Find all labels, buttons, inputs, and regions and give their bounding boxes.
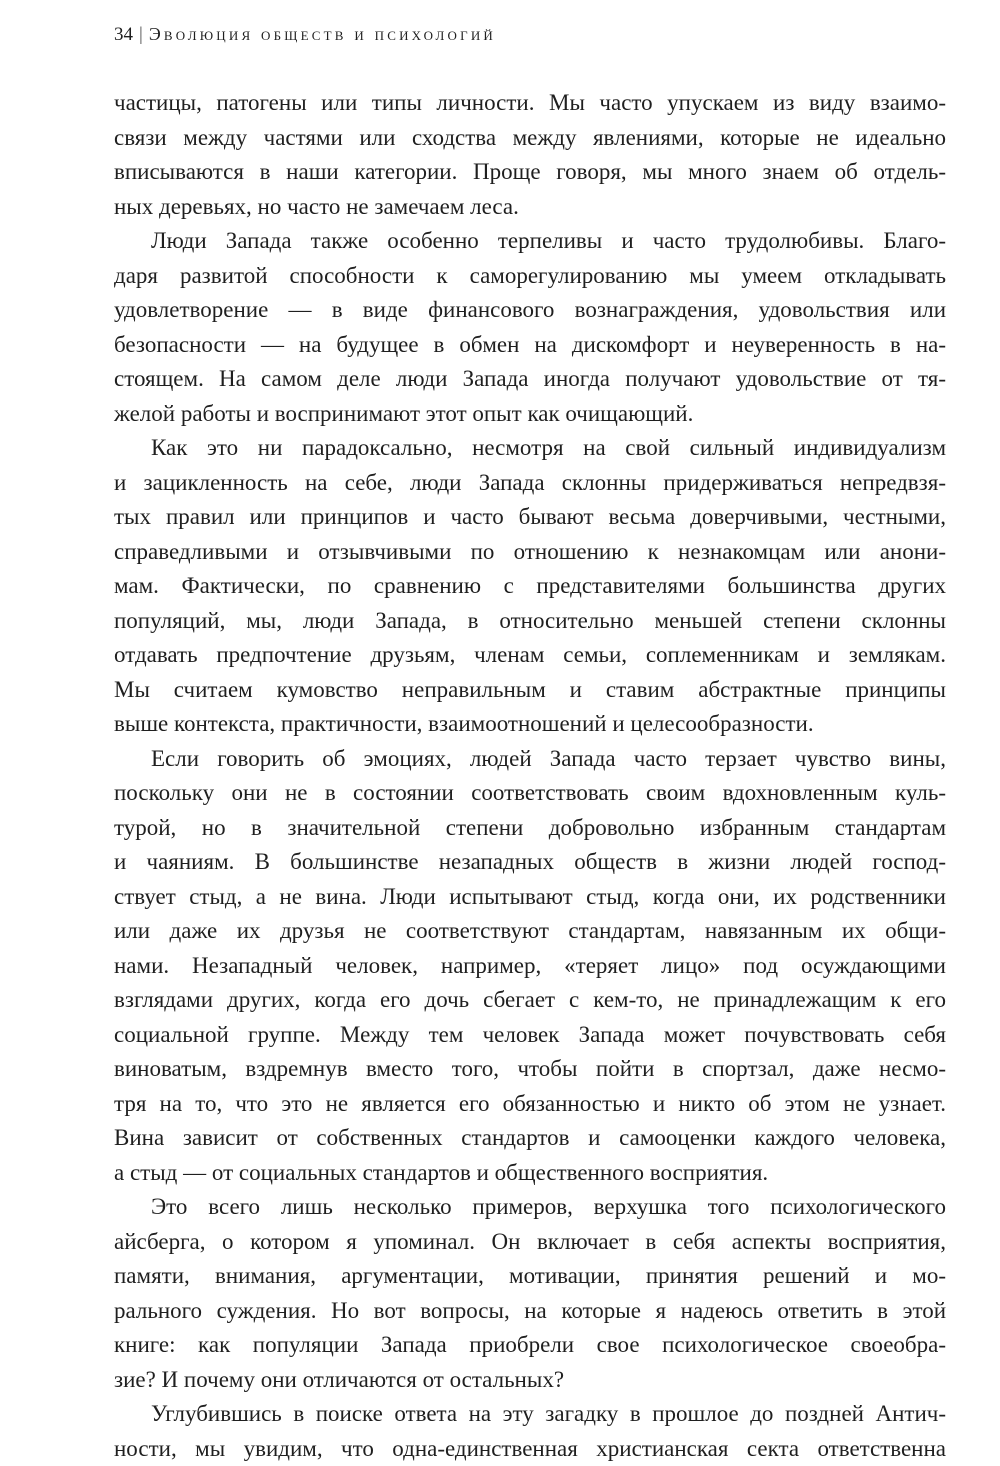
page-number: 34 <box>114 24 133 45</box>
text-line: нами. Незападный человек, например, «теряет лицо» под осуждающими <box>114 952 946 978</box>
text-line: Мы считаем кумовство неправильным и ставим абстрактные принципы <box>114 676 946 702</box>
paragraph <box>114 1190 946 1397</box>
text-line: мам. Фактически, по сравнению с представителями большинства других <box>114 573 946 598</box>
text-line: тых правил или принципов и часто бывают весьма доверчивыми, честными, <box>114 504 946 529</box>
header-separator: | <box>139 24 143 45</box>
text-line: книге: как популяции Запада приобрели свое психологическое своеобра- <box>114 1332 946 1357</box>
text-line: Это всего лишь несколько примеров, верхушка того психологического <box>151 1194 946 1219</box>
text-line: связи между частями или сходства между явлениями, которые не идеально <box>114 124 946 150</box>
text-line: и чаяниям. В большинстве незападных обществ в жизни людей господ- <box>114 849 946 874</box>
text-line: Если говорить об эмоциях, людей Запада часто терзает чувство вины, <box>151 745 946 771</box>
paragraph <box>114 224 946 431</box>
text-line: айсберга, о котором я упоминал. Он включает в себя аспекты восприятия, <box>114 1228 946 1254</box>
text-line: вписываются в наши категории. Проще говоря, мы много знаем об отдель- <box>114 159 946 184</box>
text-line: тря на то, что это не является его обязанностью и никто об этом не узнает. <box>114 1090 946 1116</box>
paragraph <box>114 431 946 742</box>
text-line: Как это ни парадоксально, несмотря на свой сильный индивидуализм <box>151 435 946 460</box>
text-line: популяций, мы, люди Запада, в относительно меньшей степени склонны <box>114 607 946 633</box>
body-text <box>114 86 946 1466</box>
text-line: памяти, внимания, аргументации, мотивации, принятия решений и мо- <box>114 1263 946 1288</box>
text-line: социальной группе. Между тем человек Запада может почувствовать себя <box>114 1021 946 1047</box>
paragraph <box>114 86 946 224</box>
paragraph <box>114 742 946 1191</box>
text-line: или даже их друзья не соответствуют стандартам, навязанным их общи- <box>114 918 946 943</box>
text-line: зие? И почему они отличаются от остальных? <box>114 1366 565 1392</box>
text-line: Вина зависит от собственных стандартов и самооценки каждого человека, <box>114 1125 946 1150</box>
running-title: Эволюция обществ и психологий <box>148 24 497 44</box>
text-line: виноватым, вздремнув вместо того, чтобы пойти в спортзал, даже несмо- <box>114 1056 946 1081</box>
text-line: турой, но в значительной степени добровольно избранным стандартам <box>114 814 946 840</box>
text-line: рального суждения. Но вот вопросы, на которые я надеюсь ответить в этой <box>114 1297 946 1323</box>
text-line: безопасности — на будущее в обмен на дискомфорт и неуверенность в на- <box>114 331 946 357</box>
text-line: Углубившись в поиске ответа на эту загадку в прошлое до поздней Антич- <box>151 1401 946 1426</box>
text-line: и зацикленность на себе, люди Запада склонны придерживаться непредвзя- <box>114 469 946 495</box>
text-line: Люди Запада также особенно терпеливы и часто трудолюбивы. Благо- <box>151 228 946 253</box>
text-line: взглядами других, когда его дочь сбегает с кем-то, не принадлежащим к его <box>114 987 946 1012</box>
text-line: выше контекста, практичности, взаимоотношений и целесообразности. <box>114 711 814 736</box>
paragraph <box>114 1397 946 1466</box>
text-line: а стыд — от социальных стандартов и общественного восприятия. <box>114 1159 769 1185</box>
text-line: поскольку они не в состоянии соответствовать своим вдохновленным куль- <box>114 780 946 805</box>
text-line: желой работы и воспринимают этот опыт как очищающий. <box>114 400 694 426</box>
text-line: частицы, патогены или типы личности. Мы часто упускаем из виду взаимо- <box>114 90 946 115</box>
running-header <box>114 24 496 46</box>
text-line: ствует стыд, а не вина. Люди испытывают стыд, когда они, их родственники <box>114 883 946 909</box>
text-line: даря развитой способности к саморегулированию мы умеем откладывать <box>114 262 946 288</box>
text-line: справедливыми и отзывчивыми по отношению к незнакомцам или анони- <box>114 538 946 564</box>
text-line: удовлетворение — в виде финансового вознаграждения, удовольствия или <box>114 297 946 322</box>
text-line: ности, мы увидим, что одна-единственная христианская секта ответственна <box>114 1435 946 1461</box>
text-line: стоящем. На самом деле люди Запада иногда получают удовольствие от тя- <box>114 366 946 391</box>
text-line: отдавать предпочтение друзьям, членам семьи, соплеменникам и землякам. <box>114 642 946 667</box>
text-line: ных деревьях, но часто не замечаем леса. <box>114 193 519 219</box>
